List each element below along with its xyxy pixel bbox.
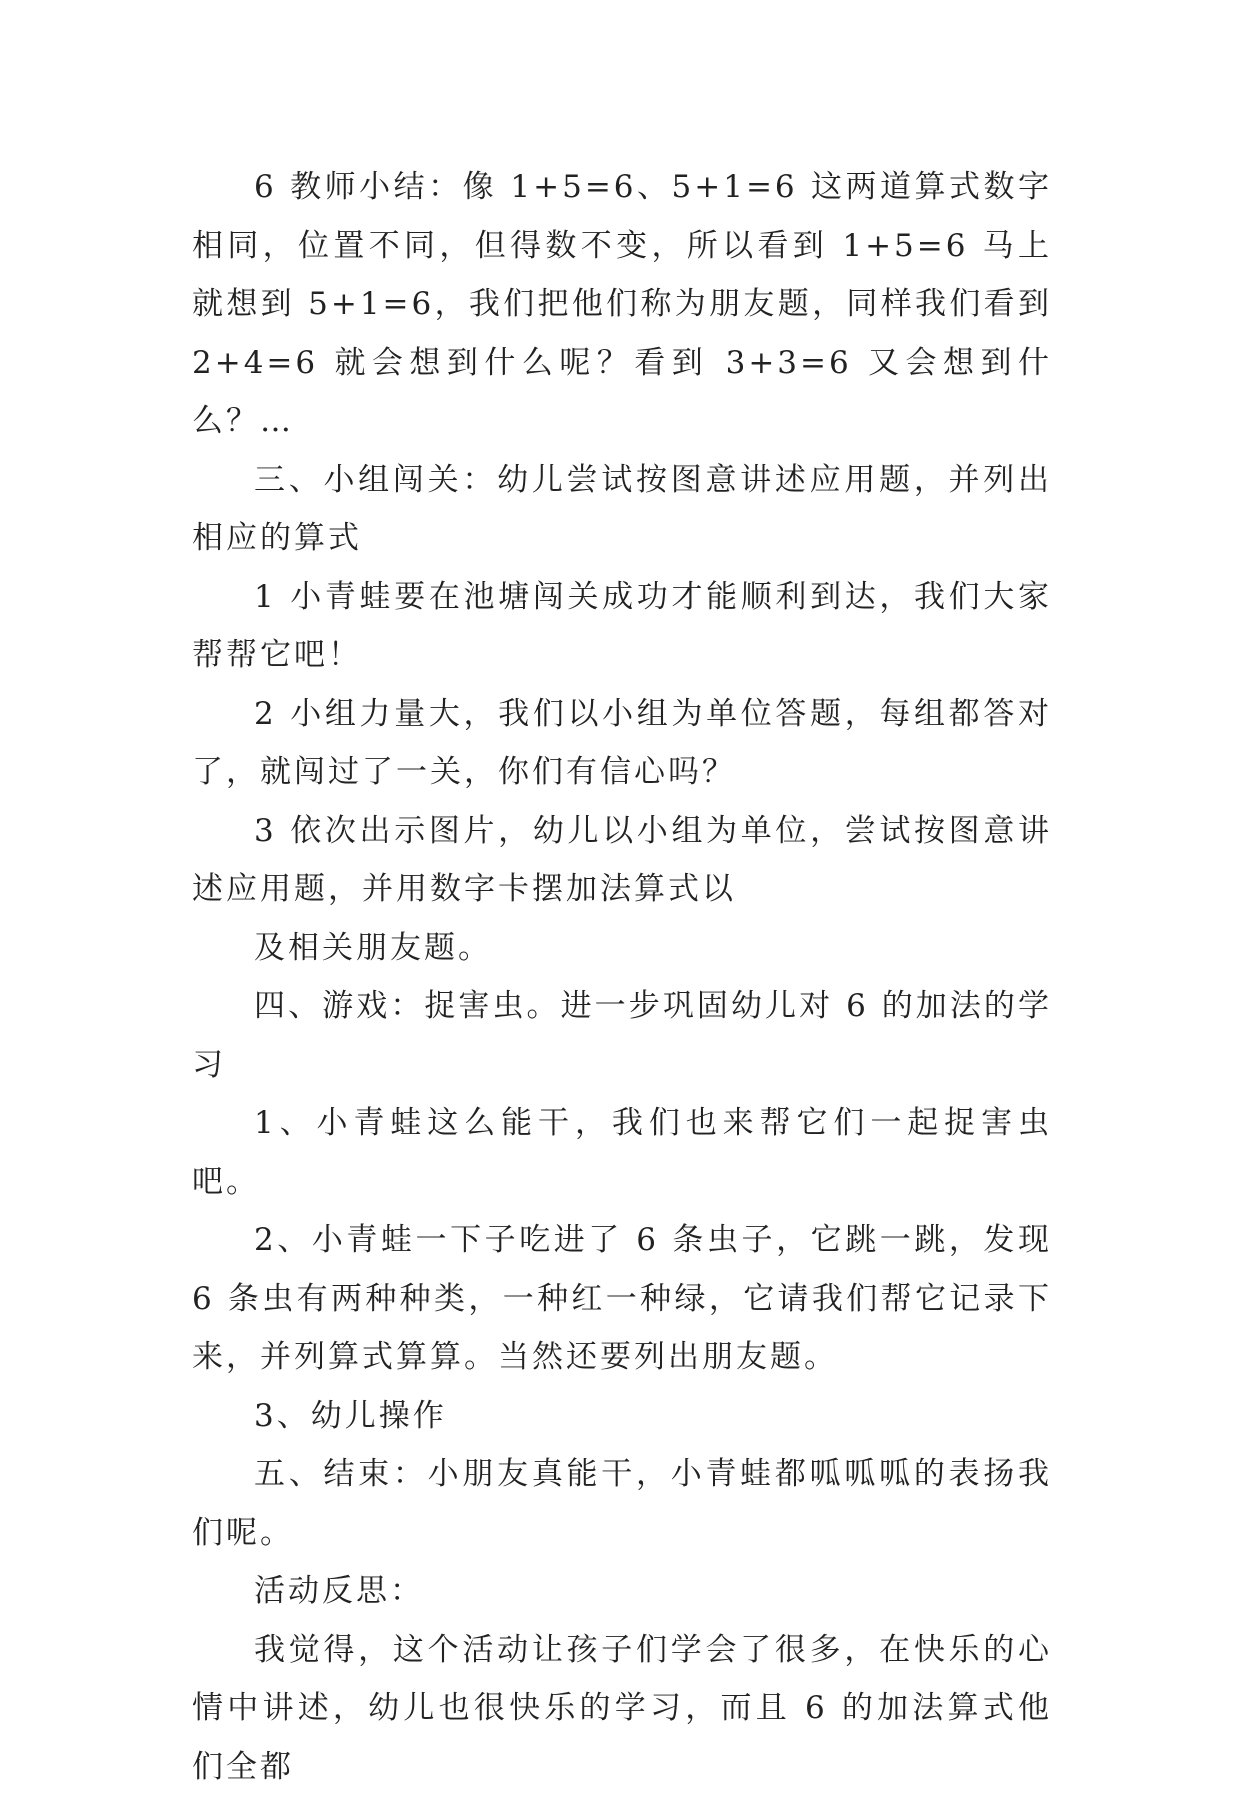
paragraph-step-1: 1 小青蛙要在池塘闯关成功才能顺利到达，我们大家帮帮它吧！	[192, 568, 1052, 685]
paragraph-teacher-summary: 6 教师小结：像 1+5=6、5+1=6 这两道算式数字相同，位置不同，但得数不变，所以看到 1+5=6 马上就想到 5+1=6，我们把他们称为朋友题，同样我们看到 2+4=6 就会想到什么呢？看到 3+3=6 又会想到什么？…	[192, 158, 1052, 451]
paragraph-step-2: 2 小组力量大，我们以小组为单位答题，每组都答对了，就闯过了一关，你们有信心吗？	[192, 685, 1052, 802]
paragraph-step-3-continuation: 及相关朋友题。	[192, 919, 1052, 978]
paragraph-game-step-1: 1、小青蛙这么能干，我们也来帮它们一起捉害虫吧。	[192, 1094, 1052, 1211]
paragraph-reflection-heading: 活动反思：	[192, 1562, 1052, 1621]
paragraph-game-step-3: 3、幼儿操作	[192, 1387, 1052, 1446]
paragraph-game-step-2: 2、小青蛙一下子吃进了 6 条虫子，它跳一跳，发现 6 条虫有两种种类，一种红一种绿，它请我们帮它记录下来，并列算式算算。当然还要列出朋友题。	[192, 1211, 1052, 1387]
paragraph-section-four-heading: 四、游戏：捉害虫。进一步巩固幼儿对 6 的加法的学习	[192, 977, 1052, 1094]
paragraph-step-3: 3 依次出示图片，幼儿以小组为单位，尝试按图意讲述应用题，并用数字卡摆加法算式以	[192, 802, 1052, 919]
paragraph-section-three-heading: 三、小组闯关：幼儿尝试按图意讲述应用题，并列出相应的算式	[192, 451, 1052, 568]
paragraph-section-five-heading: 五、结束：小朋友真能干，小青蛙都呱呱呱的表扬我们呢。	[192, 1445, 1052, 1562]
document-body	[192, 158, 1052, 1796]
paragraph-reflection-body: 我觉得，这个活动让孩子们学会了很多，在快乐的心情中讲述，幼儿也很快乐的学习，而且 6 的加法算式他们全都	[192, 1621, 1052, 1796]
